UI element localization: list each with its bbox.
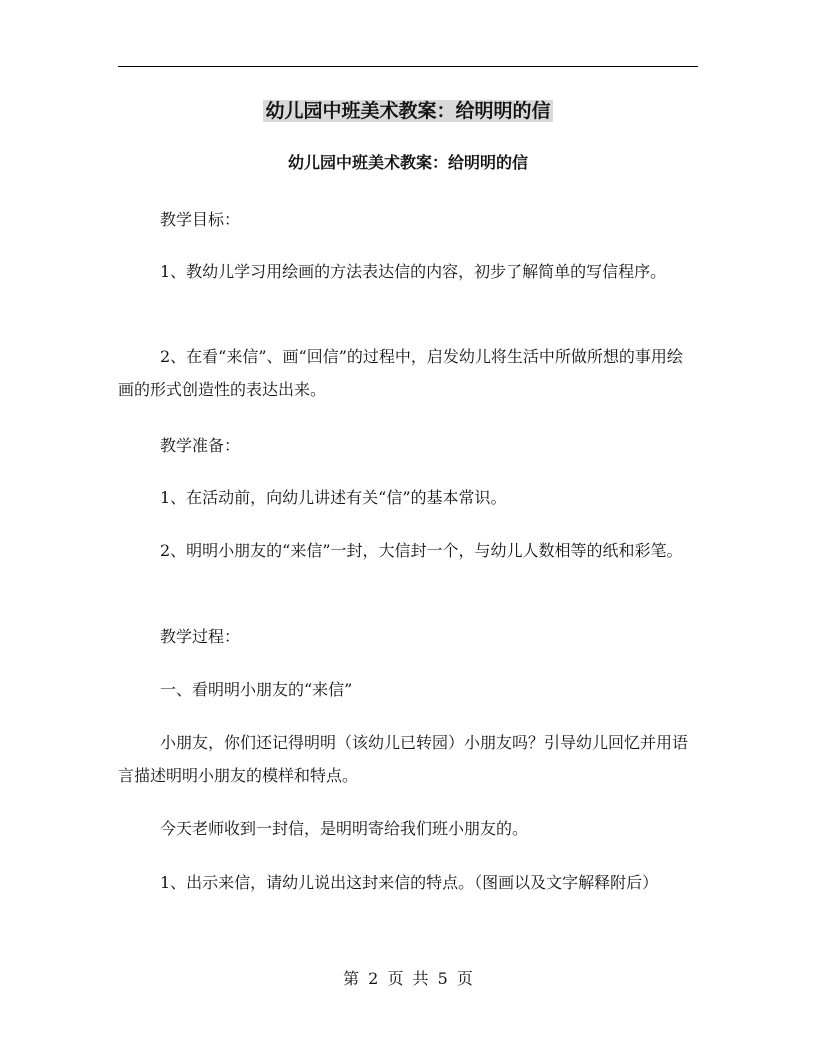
paragraph-process-letter: 今天老师收到一封信，是明明寄给我们班小朋友的。 — [160, 819, 529, 838]
paragraph-preparation-1: 1、在活动前，向幼儿讲述有关“信”的基本常识。 — [160, 488, 507, 507]
paragraph-process-heading: 教学过程： — [160, 627, 241, 646]
document-title — [0, 96, 816, 126]
document-title-text: 幼儿园中班美术教案：给明明的信 — [265, 100, 551, 122]
paragraph-goal-2: 2、在看“来信”、画“回信”的过程中，启发幼儿将生活中所做所想的事用绘画的形式创造性的表达出来。 — [118, 347, 683, 399]
paragraph-process-intro: 小朋友，你们还记得明明（该幼儿已转园）小朋友吗？引导幼儿回忆并用语言描述明明小朋友的模样和特点。 — [118, 733, 689, 785]
paragraph-preparation-2: 2、明明小朋友的“来信”一封，大信封一个，与幼儿人数相等的纸和彩笔。 — [160, 541, 683, 560]
paragraph-teaching-goals-heading: 教学目标： — [160, 210, 241, 229]
page-number-footer: 第 2 页 共 5 页 — [343, 969, 473, 988]
header-rule — [118, 66, 698, 67]
paragraph-process-step-1: 一、看明明小朋友的“来信” — [160, 680, 353, 699]
paragraph-process-show-letter: 1、出示来信，请幼儿说出这封来信的特点。（图画以及文字解释附后） — [160, 873, 659, 892]
paragraph-preparation-heading: 教学准备： — [160, 436, 241, 455]
section-subtitle: 幼儿园中班美术教案：给明明的信 — [287, 153, 528, 172]
paragraph-goal-1: 1、教幼儿学习用绘画的方法表达信的内容，初步了解简单的写信程序。 — [160, 262, 667, 281]
